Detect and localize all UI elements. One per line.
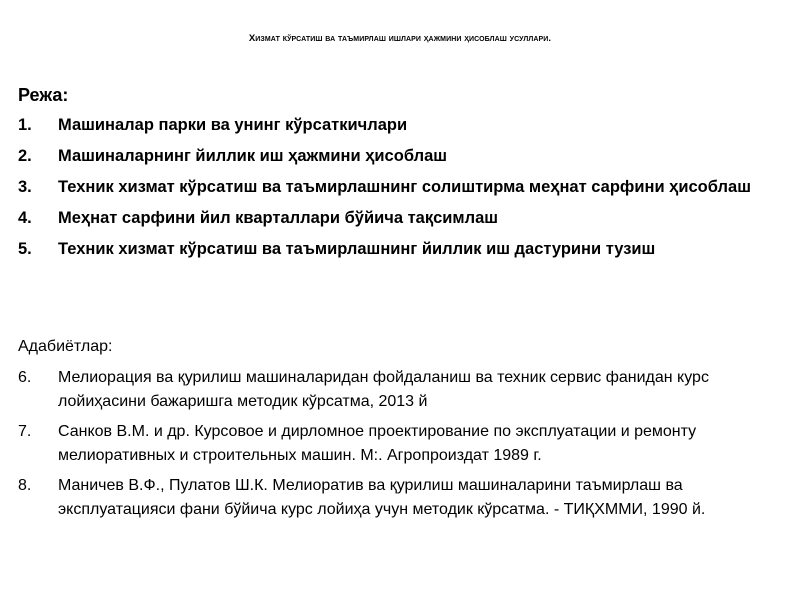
plan-item-text: Машиналарнинг йиллик иш ҳажмини ҳисоблаш — [58, 147, 448, 165]
plan-item — [18, 114, 778, 137]
slide-title: Хизмат кўрсатиш ва таъмирлаш ишлари ҳажмини ҳисоблаш усуллари. — [248, 33, 552, 44]
plan-heading: Режа: — [18, 85, 69, 105]
references-heading: Адабиётлар: — [18, 338, 113, 355]
plan-item-text: Техник хизмат кўрсатиш ва таъмирлашнинг солиштирма меҳнат сарфини ҳисоблаш — [58, 178, 751, 196]
references-section — [18, 336, 788, 528]
plan-section — [18, 84, 778, 269]
plan-item-text: Меҳнат сарфини йил кварталлари бўйича тақсимлаш — [58, 209, 499, 227]
plan-item-number: 5. — [18, 240, 32, 258]
plan-item-number: 3. — [18, 178, 32, 196]
reference-number: 7. — [18, 423, 32, 440]
plan-list — [18, 114, 778, 261]
plan-item — [18, 145, 778, 168]
reference-text: Маничев В.Ф., Пулатов Ш.К. Мелиоратив ва қурилиш машиналарини таъмирлаш ва эксплуатацияси фани бўйича курс лойиҳа учун методик кўрсатма. - ТИҚХММИ, 1990 й. — [58, 477, 706, 518]
plan-item-number: 4. — [18, 209, 32, 227]
reference-text: Мелиорация ва қурилиш машиналаридан фойдаланиш ва техник сервис фанидан курс лойиҳасини бажаришга методик кўрсатма, 2013 й — [58, 369, 709, 410]
plan-item — [18, 238, 778, 261]
reference-item — [18, 420, 788, 468]
plan-item — [18, 207, 778, 230]
plan-item-number: 1. — [18, 116, 32, 134]
references-list — [18, 366, 788, 522]
plan-item — [18, 176, 778, 199]
plan-item-text: Техник хизмат кўрсатиш ва таъмирлашнинг йиллик иш дастурини тузиш — [58, 240, 656, 258]
reference-item — [18, 474, 788, 522]
reference-number: 8. — [18, 477, 32, 494]
plan-item-text: Машиналар парки ва унинг кўрсаткичлари — [58, 116, 408, 134]
reference-item — [18, 366, 788, 414]
reference-number: 6. — [18, 369, 32, 386]
plan-item-number: 2. — [18, 147, 32, 165]
reference-text: Санков В.М. и др. Курсовое и дирломное проектирование по эксплуатации и ремонту мелиоративных и строительных машин. М:. Агропроиздат 1989 г. — [58, 423, 697, 464]
